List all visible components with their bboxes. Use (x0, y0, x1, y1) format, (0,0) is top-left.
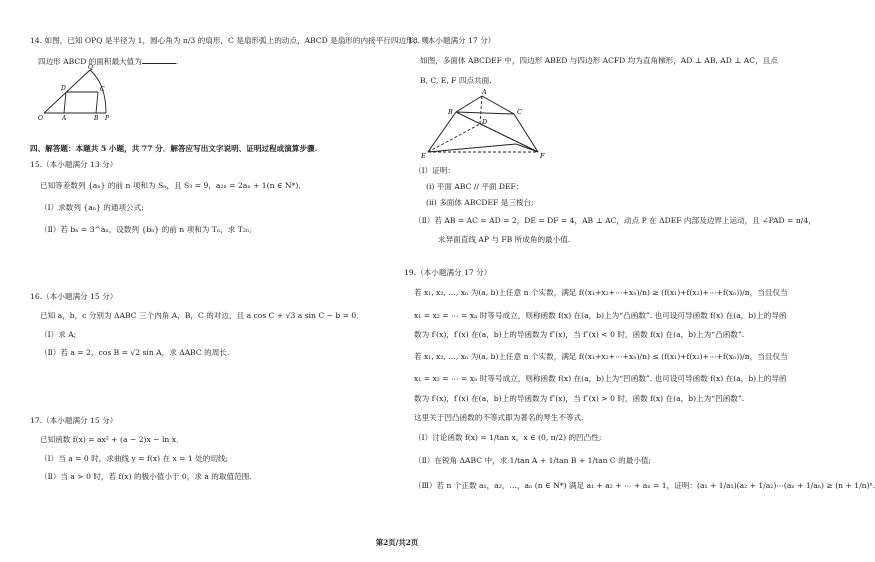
fig-label-b: B (448, 108, 453, 116)
fig-label-a: A (482, 88, 487, 96)
q18-header: 18.（本小题满分 17 分） (408, 36, 496, 45)
q16-part1: （Ⅰ）求 A; (40, 330, 77, 339)
q14-line1: 14. 如图，已知 OPQ 是半径为 1，圆心角为 π/3 的扇形，C 是扇形弧上的动点，ABCD 是扇形的内接平行四边形，则 (30, 36, 429, 45)
q18-stem-line2: B, C, E, F 四点共面. (420, 76, 492, 85)
fig-label-o: O (38, 115, 43, 122)
sector-figure (36, 64, 116, 122)
fig-label-d: D (61, 85, 66, 92)
fig-label-b: B (94, 115, 99, 122)
q19-line7: 这里关于凹凸函数的不等式即为著名的琴生不等式. (414, 413, 584, 422)
q18-part1: （Ⅰ）证明： (414, 166, 455, 175)
left-column (0, 0, 429, 562)
fig-label-e: E (421, 152, 426, 160)
q19-part1: （Ⅰ）讨论函数 f(x) = 1/tan x，x ∈ (0, π/2) 的凹凸性; (414, 433, 602, 442)
q15-part1: （Ⅰ）求数列 {aₙ} 的通项公式; (40, 203, 144, 212)
answer-blank (142, 56, 176, 64)
q17-header: 17.（本小题满分 15 分） (30, 416, 118, 425)
q18-part1-i: (i) 平面 ABC // 平面 DEF； (426, 182, 524, 191)
q19-line5: x₁ = x₂ = ⋯ = xₙ 时等号成立，则称函数 f(x) 在(a，b)上为“凹函数”. 也可设可导函数 f(x) 在(a，b)上的导函 (414, 374, 787, 383)
q19-header: 19.（本小题满分 17 分） (404, 268, 492, 277)
page-footer: 第2页/共2页 (375, 538, 419, 547)
fig-label-a: A (62, 115, 67, 122)
q14-line2-text: 四边形 ABCD 的面积最大值为 (38, 57, 142, 66)
q16-part2: （Ⅱ）若 a = 2，cos B = √2 sin A，求 ΔABC 的周长. (40, 348, 230, 357)
fig-label-c: C (100, 86, 105, 93)
fig-label-f: F (540, 152, 545, 160)
q17-stem: 已知函数 f(x) = ax² + (a − 2)x − ln x． (40, 435, 184, 444)
q15-header: 15.（本小题满分 13 分） (30, 160, 118, 169)
right-column (400, 0, 875, 562)
q19-line6: 数为 f′(x)，f′(x) 在(a，b)上的导函数为 f″(x)，当 f″(x) > 0 时，函数 f(x) 在(a，b)上为“凹函数”. (414, 394, 745, 403)
q18-part2-line2: 求异面直线 AP 与 FB 所成角的最小值. (438, 235, 571, 244)
q18-part1-ii: (ii) 多面体 ABCDEF 是三棱台; (426, 198, 534, 207)
q16-stem: 已知 a，b，c 分别为 ΔABC 三个内角 A，B，C 的对边，且 a cos C + √3 a sin C − b = 0． (40, 311, 364, 320)
q15-stem: 已知等差数列 {aₙ} 的前 n 项和为 Sₙ，且 S₃ = 9，a₂ₙ = 2aₙ + 1(n ∈ N*)． (40, 181, 306, 190)
fig-label-p: P (105, 115, 110, 122)
q18-stem-line1: 如图，多面体 ABCDEF 中，四边形 ABED 与四边形 ACFD 均为直角梯形，AD ⊥ AB, AD ⊥ AC，且点 (420, 56, 778, 65)
q19-line2: x₁ = x₂ = ⋯ = xₙ 时等号成立，则称函数 f(x) 在(a，b)上为“凸函数”. 也可设可导函数 f(x) 在(a，b)上的导函 (414, 311, 787, 320)
section-heading: 四、解答题：本题共 5 小题，共 77 分．解答应写出文字说明、证明过程或演算步骤. (30, 144, 318, 153)
q19-part2: （Ⅱ）在锐角 ΔABC 中，求 1/tan A + 1/tan B + 1/tan C 的最小值; (414, 456, 652, 465)
fig-label-c: C (517, 108, 522, 116)
fig-label-d: D (482, 118, 488, 126)
q19-line3: 数为 f′(x)，f′(x) 在(a，b)上的导函数为 f″(x)，当 f″(x) < 0 时，函数 f(x) 在(a，b)上为“凸函数”. (414, 330, 745, 339)
q19-line1: 若 x₁, x₂, …, xₙ 为(a, b)上任意 n 个实数，满足 f((x₁+x₂+⋯+xₙ)/n) ≥ (f(x₁)+f(x₂)+⋯+f(xₙ))/n，当且仅当 (414, 288, 788, 297)
q17-part1: （Ⅰ）当 a = 0 时，求曲线 y = f(x) 在 x = 1 处的切线; (40, 454, 229, 463)
polyhedron-figure (420, 88, 550, 160)
q14-line2: 四边形 ABCD 的面积最大值为 . (38, 57, 179, 66)
q18-part2-line1: （Ⅱ）若 AB = AC = AD = 2，DE = DF = 4，AB ⊥ AC，动点 P 在 ΔDEF 内部及边界上运动，且 ∠PAD = π/4， (414, 216, 816, 225)
q19-part3: （Ⅲ）若 n 个正数 a₁，a₂，…，aₙ (n ∈ N*) 满足 a₁ + a₂ + ⋯ + aₙ = 1，证明：(a₁ + 1/a₁)(a₂ + 1/a₂)⋯(aₙ + 1/aₙ) ≥ (n + 1/n)ⁿ. (414, 481, 875, 490)
q15-part2: （Ⅱ）若 bₙ = 3^aₙ，设数列 {bₙ} 的前 n 项和为 Tₙ，求 T₂ₙ． (40, 225, 257, 234)
q17-part2: （Ⅱ）当 a > 0 时，若 f(x) 的极小值小于 0，求 a 的取值范围. (40, 472, 252, 481)
q16-header: 16.（本小题满分 15 分） (30, 292, 118, 301)
fig-label-q: Q (88, 64, 93, 71)
q19-line4: 若 x₁, x₂, …, xₙ 为(a, b)上任意 n 个实数，满足 f((x₁+x₂+⋯+xₙ)/n) ≤ (f(x₁)+f(x₂)+⋯+f(xₙ))/n，当且仅当 (414, 352, 788, 361)
